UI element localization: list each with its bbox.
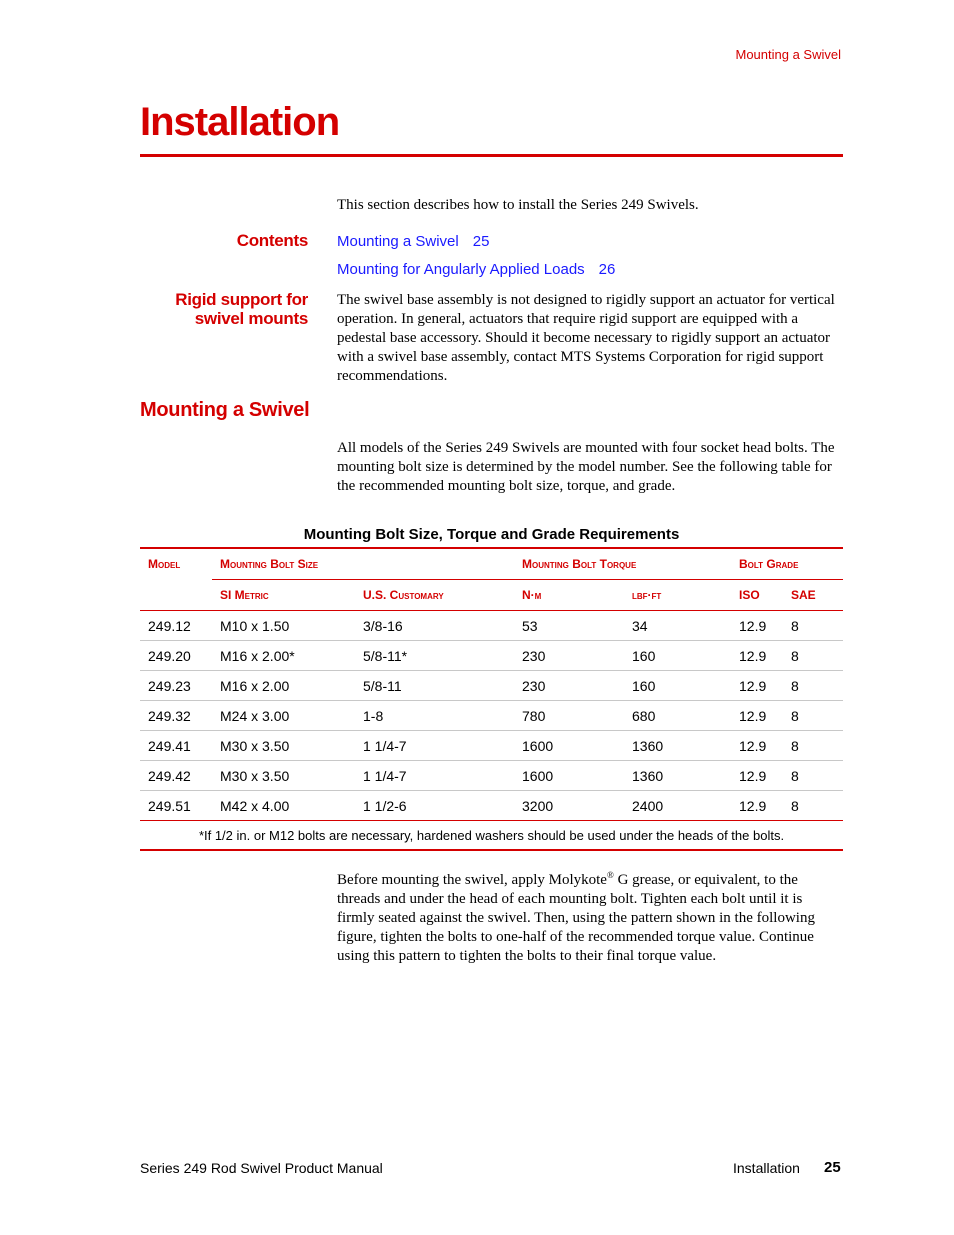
table-body	[140, 611, 843, 821]
table-cell: 12.9	[731, 671, 783, 701]
table-cell: 1360	[624, 761, 731, 791]
table-cell: M42 x 4.00	[212, 791, 355, 821]
table-cell: 53	[514, 611, 624, 641]
table-cell: 2400	[624, 791, 731, 821]
footer-section-name: Installation	[733, 1160, 800, 1176]
table-cell: 249.12	[140, 611, 212, 641]
rigid-support-label-line2: swivel mounts	[194, 309, 308, 328]
table-cell: 8	[783, 731, 843, 761]
subheader-empty	[140, 580, 212, 611]
table-cell: 8	[783, 641, 843, 671]
header-bolt-grade: Bolt Grade	[731, 548, 843, 580]
table-cell: 5/8-11*	[355, 641, 514, 671]
table-caption: Mounting Bolt Size, Torque and Grade Requirements	[303, 526, 680, 543]
table-cell: 12.9	[731, 731, 783, 761]
table-cell: 249.51	[140, 791, 212, 821]
bolt-requirements-table	[140, 547, 843, 851]
table-cell: 1360	[624, 731, 731, 761]
registered-mark: ®	[606, 870, 614, 880]
table-cell: 8	[783, 611, 843, 641]
rigid-support-label-line1: Rigid support for	[175, 290, 308, 309]
table-header-row	[140, 548, 843, 580]
table-cell: 34	[624, 611, 731, 641]
table-cell: M16 x 2.00*	[212, 641, 355, 671]
table-cell: M30 x 3.50	[212, 731, 355, 761]
toc-link-text: Mounting for Angularly Applied Loads	[337, 261, 585, 278]
table-cell: 8	[783, 791, 843, 821]
toc-link-page: 26	[598, 261, 616, 278]
header-bolt-size: Mounting Bolt Size	[212, 548, 514, 580]
table-cell: 249.32	[140, 701, 212, 731]
after-text-part1: Before mounting the swivel, apply Molykote	[337, 872, 607, 888]
table-cell: 230	[514, 641, 624, 671]
table-cell: 12.9	[731, 641, 783, 671]
table-cell: 249.23	[140, 671, 212, 701]
subheader-iso: ISO	[731, 580, 783, 611]
table-cell: 249.42	[140, 761, 212, 791]
after-table-text	[337, 866, 843, 966]
contents-label: Contents	[236, 231, 308, 250]
table-cell: 12.9	[731, 761, 783, 791]
subheader-sae: SAE	[783, 580, 843, 611]
table-row	[140, 611, 843, 641]
header-bolt-torque: Mounting Bolt Torque	[514, 548, 731, 580]
table-cell: 1-8	[355, 701, 514, 731]
toc-link-page: 25	[472, 233, 490, 250]
table-row	[140, 671, 843, 701]
mounting-text: All models of the Series 249 Swivels are mounted with four socket head bolts. The mounting bolt size is determined by the model number. See the following table for the recommended mounting bolt size, torque, and grade.	[337, 440, 835, 494]
table-cell: 8	[783, 761, 843, 791]
table-cell: 3/8-16	[355, 611, 514, 641]
table-cell: 680	[624, 701, 731, 731]
table-cell: 1600	[514, 761, 624, 791]
table-cell: 780	[514, 701, 624, 731]
after-text-part2: G grease, or equivalent, to the threads and under the head of each mounting bolt. Tighten each bolt until it is firmly seated against the swivel. Then, using the pattern shown in the following figure, tighten the bolts to one-half of the recommended torque value. Continue using this pattern to tighten the bolts to their final torque value.	[337, 872, 815, 964]
table-cell: 12.9	[731, 791, 783, 821]
table-cell: M30 x 3.50	[212, 761, 355, 791]
intro-text: This section describes how to install the Series 249 Swivels.	[337, 197, 699, 213]
table-cell: 8	[783, 671, 843, 701]
subheader-us-customary: U.S. Customary	[355, 580, 514, 611]
table-cell: 8	[783, 701, 843, 731]
table-row	[140, 761, 843, 791]
table-row	[140, 791, 843, 821]
table-cell: 160	[624, 671, 731, 701]
header-model: Model	[140, 548, 212, 580]
table-cell: 12.9	[731, 611, 783, 641]
table-cell: 230	[514, 671, 624, 701]
footer-manual-title: Series 249 Rod Swivel Product Manual	[140, 1160, 383, 1176]
table-cell: 249.20	[140, 641, 212, 671]
table-subheader-row	[140, 580, 843, 611]
table-cell: 160	[624, 641, 731, 671]
page-title: Installation	[140, 100, 340, 144]
table-cell: 249.41	[140, 731, 212, 761]
table-cell: 1600	[514, 731, 624, 761]
table-footnote: *If 1/2 in. or M12 bolts are necessary, hardened washers should be used under the heads of the bolts.	[140, 821, 843, 851]
table-cell: M24 x 3.00	[212, 701, 355, 731]
table-cell: 5/8-11	[355, 671, 514, 701]
footer-page-number: 25	[824, 1159, 841, 1176]
table-cell: 1 1/2-6	[355, 791, 514, 821]
running-header: Mounting a Swivel	[735, 47, 841, 62]
subheader-si-metric: SI Metric	[212, 580, 355, 611]
table-cell: 1 1/4-7	[355, 761, 514, 791]
table-footnote-row	[140, 821, 843, 851]
table-cell: 12.9	[731, 701, 783, 731]
table-cell: 1 1/4-7	[355, 731, 514, 761]
rigid-support-label	[175, 290, 308, 328]
table-row	[140, 731, 843, 761]
title-rule	[140, 154, 843, 157]
rigid-support-text: The swivel base assembly is not designed to rigidly support an actuator for vertical operation. In general, actuators that require rigid support are equipped with a pedestal base accessory. Should it become necessary to rigidly support an actuator with a swivel base assembly, contact MTS Systems Corporation for rigid support recommendations.	[337, 292, 835, 384]
table-cell: M10 x 1.50	[212, 611, 355, 641]
toc-link-angular-loads[interactable]	[337, 261, 615, 278]
subheader-lbf-ft: lbf·ft	[624, 580, 731, 611]
section-heading: Mounting a Swivel	[140, 399, 310, 421]
table-cell: 3200	[514, 791, 624, 821]
table-row	[140, 701, 843, 731]
toc-link-text: Mounting a Swivel	[337, 233, 459, 250]
subheader-nm: N·m	[514, 580, 624, 611]
table-cell: M16 x 2.00	[212, 671, 355, 701]
table-row	[140, 641, 843, 671]
toc-link-mounting-swivel[interactable]	[337, 233, 489, 250]
